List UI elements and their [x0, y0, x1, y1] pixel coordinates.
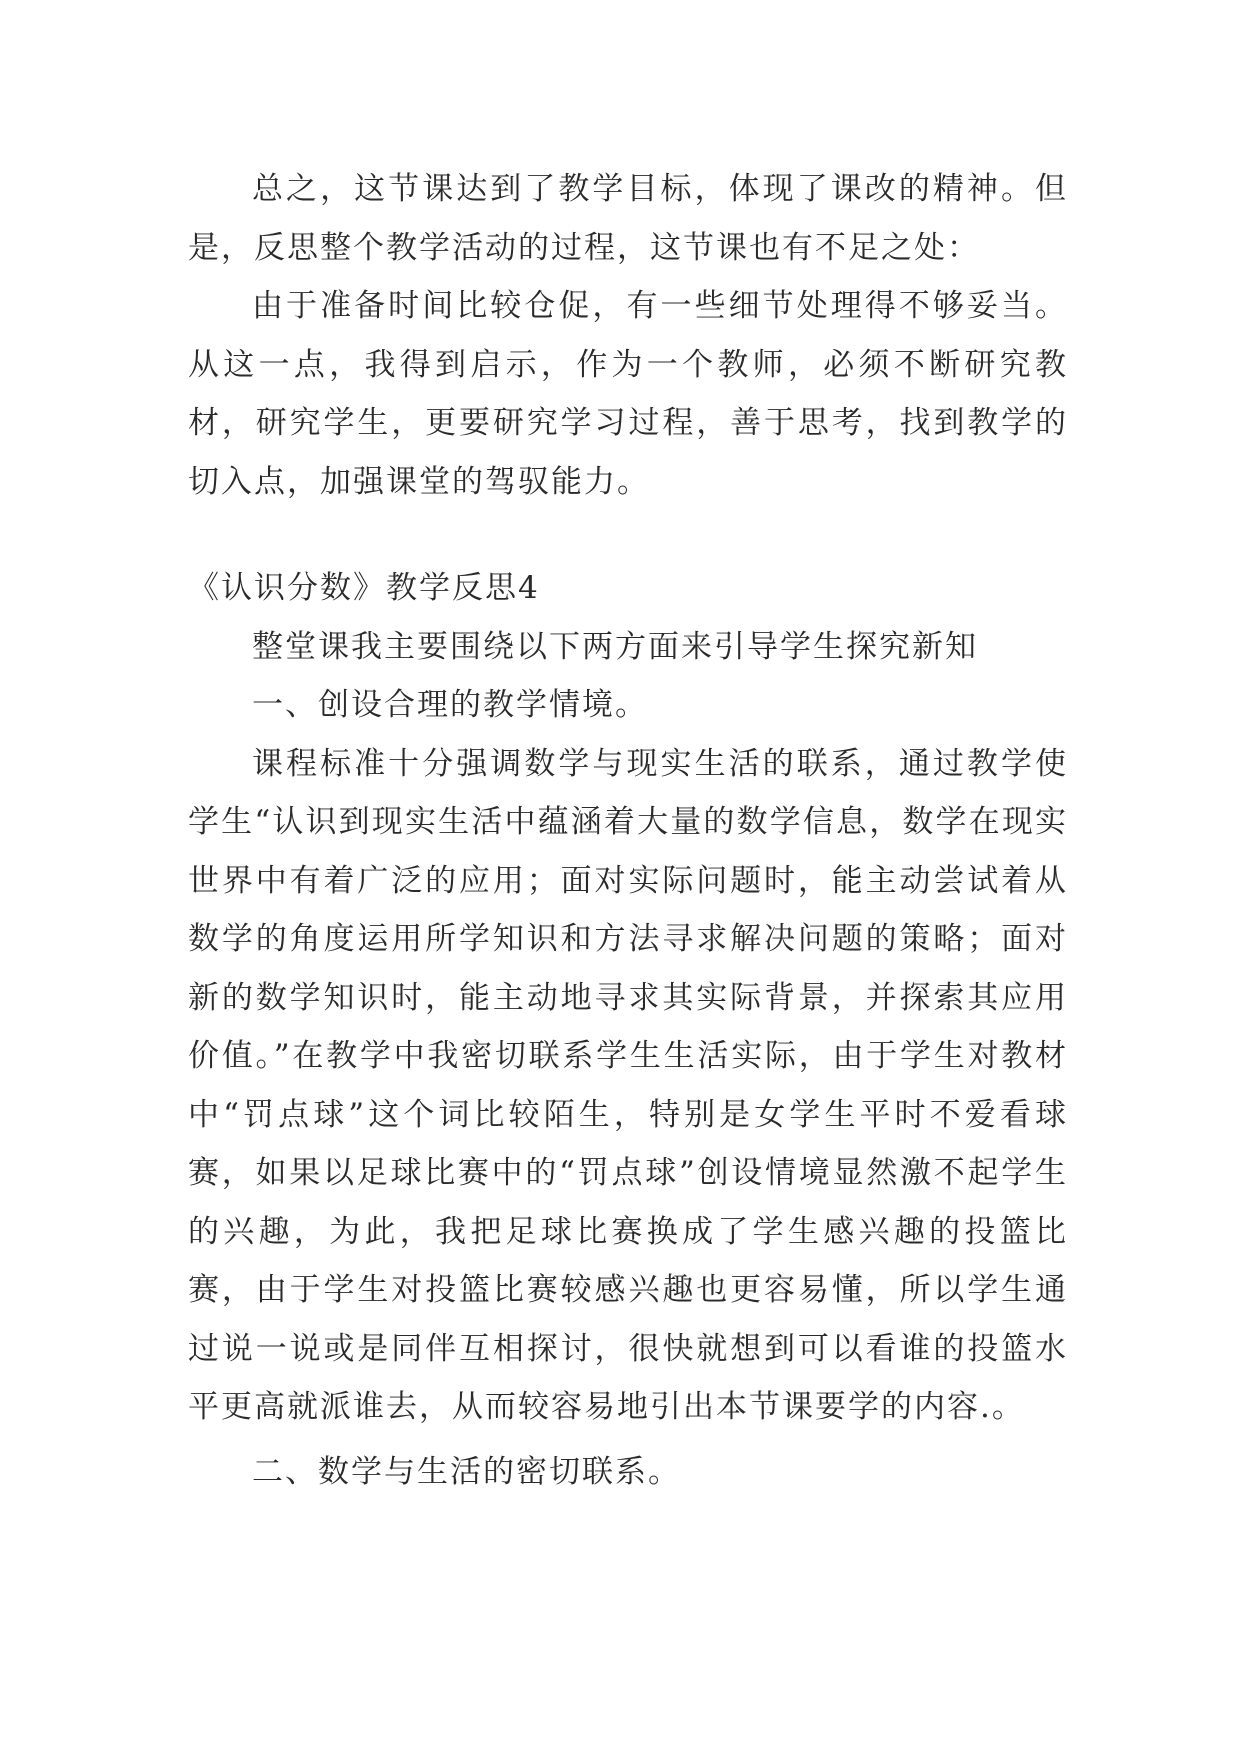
- paragraph: 课程标准十分强调数学与现实生活的联系，通过教学使学生“认识到现实生活中蕴涵着大量的数学信息，数学在现实世界中有着广泛的应用；面对实际问题时，能主动尝试着从数学的角度运用所学知识和方法寻求解决问题的策略；面对新的数学知识时，能主动地寻求其实际背景，并探索其应用价值。”在教学中我密切联系学生生活实际，由于学生对教材中“罚点球”这个词比较陌生，特别是女学生平时不爱看球赛，如果以足球比赛中的“罚点球”创设情境显然激不起学生的兴趣，为此，我把足球比赛换成了学生感兴趣的投篮比赛，由于学生对投篮比赛较感兴趣也更容易懂，所以学生通过说一说或是同伴互相探讨，很快就想到可以看谁的投篮水平更高就派谁去，从而较容易地引出本节课要学的内容.。: [188, 745, 1068, 1425]
- intro-block: [188, 160, 1068, 511]
- subheading: 二、数学与生活的密切联系。: [252, 1453, 681, 1490]
- paragraph: 整堂课我主要围绕以下两方面来引导学生探究新知: [252, 628, 978, 665]
- subheading: 一、创设合理的教学情境。: [252, 687, 648, 723]
- document-page: [188, 160, 1068, 1501]
- section-title: 《认识分数》教学反思4: [188, 570, 540, 606]
- paragraph: 由于准备时间比较仓促，有一些细节处理得不够妥当。从这一点，我得到启示，作为一个教师，必须不断研究教材，研究学生，更要研究学习过程，善于思考，找到教学的切入点，加强课堂的驾驭能力。: [188, 288, 1068, 500]
- section-body: [188, 618, 1068, 1502]
- paragraph: 总之，这节课达到了教学目标，体现了课改的精神。但是，反思整个教学活动的过程，这节课也有不足之处：: [188, 171, 1068, 266]
